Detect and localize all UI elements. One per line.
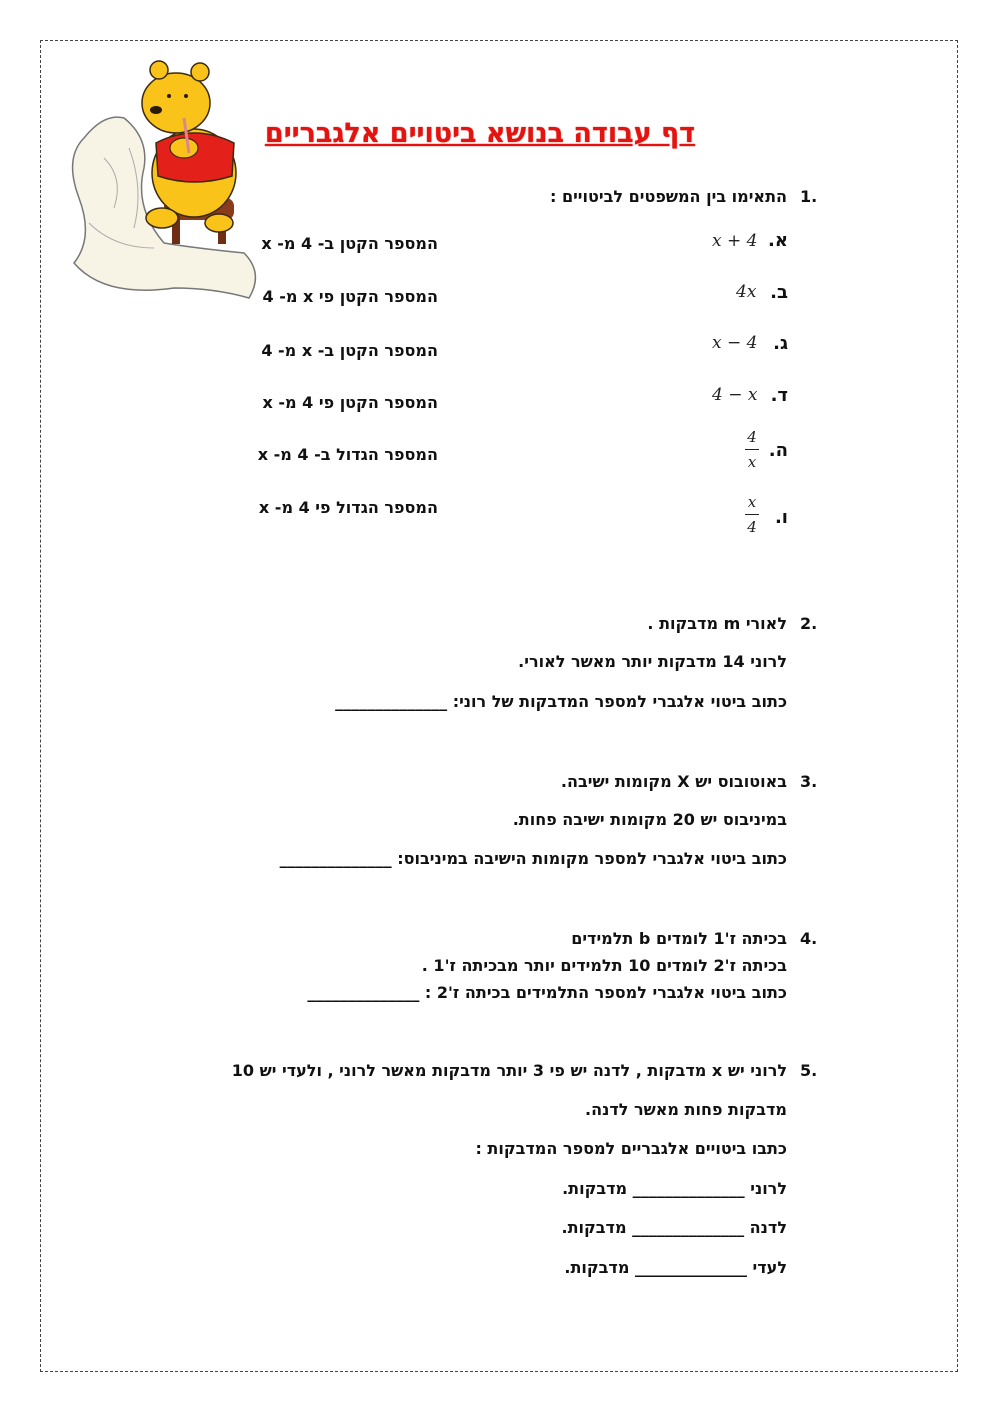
q1-expr-b: 4x	[736, 282, 757, 302]
q5-answer-roni: לרוני ______________ מדבקות.	[562, 1179, 787, 1198]
q1-sentence-2: המספר הקטן פי x מ- 4	[262, 287, 438, 306]
q4-line3: כתוב ביטוי אלגברי למספר התלמידים בכיתה ז'2 : ______________	[307, 983, 787, 1002]
q1-sentence-5: המספר הגדול ב- 4 מ- x	[257, 445, 438, 464]
q1-instruction: התאימו בין המשפטים לביטויים :	[549, 187, 787, 206]
q3-line3: כתוב ביטוי אלגברי למספר מקומות הישיבה במיניבוס: ______________	[279, 849, 787, 868]
q4-line1: בכיתה ז'1 לומדים b תלמידים	[571, 929, 787, 948]
q1-sentence-4: המספר הקטן פי 4 מ- x	[262, 393, 438, 412]
q1-sentence-1: המספר הקטן ב- 4 מ- x	[261, 234, 438, 253]
fraction-numerator: x	[747, 493, 757, 511]
q4-line2: בכיתה ז'2 לומדים 10 תלמידים יותר מבכיתה ז'1 .	[421, 956, 787, 975]
q1-expr-d: 4 − x	[712, 385, 758, 405]
q1-fraction-f	[745, 493, 759, 536]
q1-letter-f: ו.	[774, 507, 788, 528]
page-title: דף עבודה בנושא ביטויים אלגבריים	[264, 118, 696, 149]
q1-expr-c: x − 4	[712, 333, 758, 353]
q1-expr-a: x + 4	[712, 231, 758, 251]
q5-number: 5.	[800, 1061, 818, 1080]
q1-letter-e: ה.	[768, 440, 788, 461]
fraction-denominator: 4	[747, 518, 757, 536]
q2-number: 2.	[800, 614, 818, 633]
fraction-numerator: 4	[747, 428, 757, 446]
fraction-bar	[745, 449, 759, 450]
winnie-the-pooh-illustration	[44, 48, 274, 304]
q5-line1: לרוני יש x מדבקות , לדנה יש פי 3 יותר מדבקות מאשר לרוני , ולעדי יש 10	[231, 1061, 787, 1080]
q1-sentence-3: המספר הקטן ב- x מ- 4	[261, 341, 438, 360]
q4-number: 4.	[800, 929, 818, 948]
q5-line2: מדבקות פחות מאשר לדנה.	[585, 1100, 787, 1119]
q3-line2: במיניבוס יש 20 מקומות ישיבה פחות.	[512, 810, 787, 829]
q3-line1: באוטובוס יש X מקומות ישיבה.	[560, 772, 787, 791]
q1-letter-c: ג.	[773, 333, 788, 354]
q2-line3: כתוב ביטוי אלגברי למספר המדבקות של רוני: ______________	[335, 692, 787, 711]
q2-line1: לאורי m מדבקות .	[647, 614, 787, 633]
fraction-bar	[745, 514, 759, 515]
q1-number: 1.	[800, 187, 818, 206]
fraction-denominator: x	[747, 453, 757, 471]
q1-letter-a: א.	[768, 230, 788, 251]
q5-answer-dana: לדנה ______________ מדבקות.	[561, 1218, 787, 1237]
q1-letter-b: ב.	[770, 282, 788, 303]
q2-line2: לרוני 14 מדבקות יותר מאשר לאורי.	[518, 652, 787, 671]
q5-line3: כתבו ביטויים אלגבריים למספר המדבקות :	[475, 1139, 787, 1158]
q1-fraction-e	[745, 428, 759, 471]
q3-number: 3.	[800, 772, 818, 791]
q5-answer-adi: לעדי ______________ מדבקות.	[564, 1258, 787, 1277]
q1-sentence-6: המספר הגדול פי 4 מ- x	[258, 498, 438, 517]
q1-letter-d: ד.	[770, 385, 788, 406]
